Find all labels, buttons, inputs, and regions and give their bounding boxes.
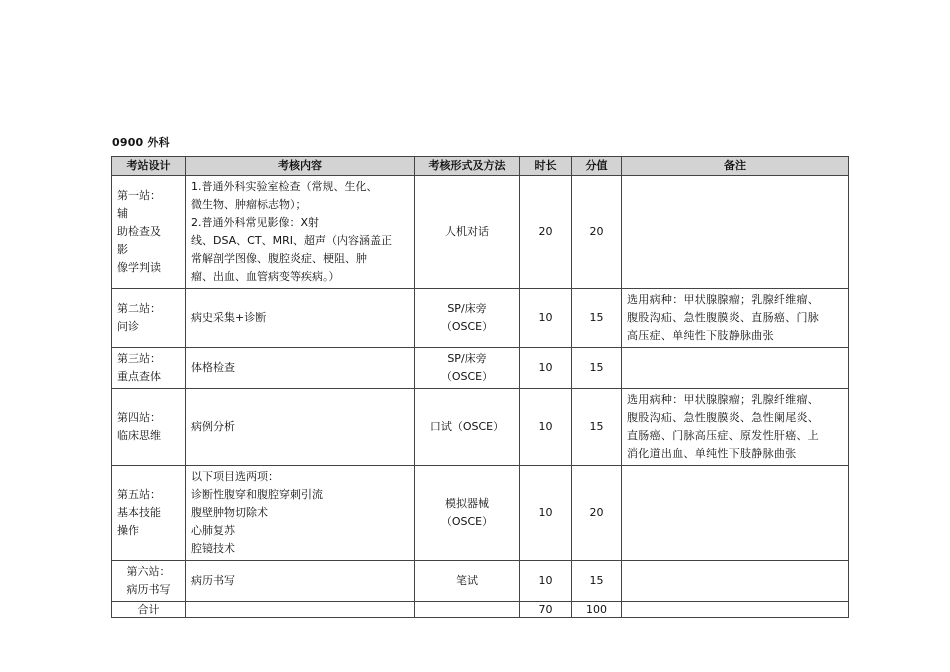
- method-cell: [415, 561, 520, 602]
- station-cell: [112, 348, 186, 389]
- station-line: 像学判读: [117, 261, 161, 274]
- duration-cell: 10: [520, 289, 572, 348]
- method-line: 笔试: [456, 574, 478, 587]
- notes-line: 直肠癌、门脉高压症、原发性肝癌、上: [627, 429, 820, 442]
- content-cell: [186, 348, 415, 389]
- station-cell: [112, 561, 186, 602]
- method-cell: [415, 389, 520, 466]
- method-cell: [415, 348, 520, 389]
- notes-cell: [622, 561, 849, 602]
- content-line: 诊断性腹穿和腹腔穿刺引流: [191, 488, 323, 501]
- method-cell: [415, 289, 520, 348]
- content-line: 病史采集+诊断: [191, 311, 267, 324]
- content-cell: [186, 389, 415, 466]
- table-row: [112, 176, 849, 289]
- notes-cell: [622, 389, 849, 466]
- duration-cell: 10: [520, 466, 572, 561]
- station-line: 操作: [117, 524, 139, 537]
- header-duration: 时长: [520, 157, 572, 176]
- total-label: 合计: [112, 602, 186, 618]
- header-score: 分值: [572, 157, 622, 176]
- station-cell: [112, 389, 186, 466]
- content-cell: [186, 466, 415, 561]
- station-line: 第四站：: [117, 411, 161, 424]
- content-line: 病历书写: [191, 574, 235, 587]
- station-line: 助检查及: [117, 225, 161, 238]
- station-line: 重点查体: [117, 370, 161, 383]
- table-row: [112, 348, 849, 389]
- station-line: 病历书写: [126, 583, 171, 596]
- score-cell: 15: [572, 348, 622, 389]
- station-line: 第六站：: [126, 565, 171, 578]
- content-line: 以下项目选两项：: [191, 470, 279, 483]
- content-cell: [186, 561, 415, 602]
- table-row: [112, 466, 849, 561]
- score-cell: 15: [572, 289, 622, 348]
- notes-line: 高压症、单纯性下肢静脉曲张: [627, 329, 774, 342]
- total-row: [112, 602, 849, 618]
- empty-cell: [186, 602, 415, 618]
- score-cell: 15: [572, 389, 622, 466]
- empty-cell: [622, 602, 849, 618]
- content-line: 1.普通外科实验室检查（常规、生化、: [191, 180, 378, 193]
- score-cell: 20: [572, 466, 622, 561]
- station-line: 辅: [117, 207, 128, 220]
- empty-cell: [415, 602, 520, 618]
- content-cell: [186, 176, 415, 289]
- station-cell: [112, 176, 186, 289]
- header-station: 考站设计: [112, 157, 186, 176]
- header-method: 考核形式及方法: [415, 157, 520, 176]
- method-line: 人机对话: [445, 225, 489, 238]
- station-line: 问诊: [117, 320, 139, 333]
- method-line: SP/床旁: [447, 302, 487, 315]
- notes-cell: [622, 289, 849, 348]
- station-line: 第一站：: [117, 189, 161, 202]
- method-line: 模拟器械: [445, 497, 489, 510]
- station-line: 影: [117, 243, 128, 256]
- header-content: 考核内容: [186, 157, 415, 176]
- total-score: 100: [572, 602, 622, 618]
- notes-cell: [622, 348, 849, 389]
- notes-line: 腹股沟疝、急性腹膜炎、急性阑尾炎、: [627, 411, 820, 424]
- content-line: 瘤、出血、血管病变等疾病。）: [191, 270, 340, 283]
- total-duration: 70: [520, 602, 572, 618]
- table-row: [112, 289, 849, 348]
- station-line: 第五站：: [117, 488, 161, 501]
- score-cell: 15: [572, 561, 622, 602]
- station-line: 基本技能: [117, 506, 161, 519]
- station-line: 第二站：: [117, 302, 161, 315]
- content-cell: [186, 289, 415, 348]
- notes-cell: [622, 176, 849, 289]
- duration-cell: 10: [520, 561, 572, 602]
- score-cell: 20: [572, 176, 622, 289]
- content-line: 2.普通外科常见影像：X射: [191, 216, 320, 229]
- content-line: 腹壁肿物切除术: [191, 506, 268, 519]
- method-line: SP/床旁: [447, 352, 487, 365]
- station-cell: [112, 289, 186, 348]
- content-line: 微生物、肿瘤标志物）；: [191, 198, 307, 211]
- notes-line: 选用病种：甲状腺腺瘤；乳腺纤维瘤、: [627, 393, 820, 406]
- table-row: [112, 389, 849, 466]
- method-line: （OSCE）: [440, 515, 494, 528]
- method-line: 口试（OSCE）: [429, 420, 505, 433]
- station-line: 临床思维: [117, 429, 161, 442]
- method-line: （OSCE）: [440, 320, 494, 333]
- notes-line: 腹股沟疝、急性腹膜炎、直肠癌、门脉: [627, 311, 820, 324]
- page-title: 0900 外科: [112, 136, 170, 149]
- notes-line: 消化道出血、单纯性下肢静脉曲张: [627, 447, 797, 460]
- duration-cell: 20: [520, 176, 572, 289]
- duration-cell: 10: [520, 348, 572, 389]
- method-line: （OSCE）: [440, 370, 494, 383]
- content-line: 病例分析: [191, 420, 235, 433]
- header-row: [112, 157, 849, 176]
- content-line: 心肺复苏: [191, 524, 235, 537]
- station-line: 第三站：: [117, 352, 161, 365]
- notes-line: 选用病种：甲状腺腺瘤；乳腺纤维瘤、: [627, 293, 820, 306]
- content-line: 体格检查: [191, 361, 235, 374]
- table-row: [112, 561, 849, 602]
- notes-cell: [622, 466, 849, 561]
- header-notes: 备注: [622, 157, 849, 176]
- method-cell: [415, 466, 520, 561]
- content-line: 腔镜技术: [191, 542, 235, 555]
- duration-cell: 10: [520, 389, 572, 466]
- station-cell: [112, 466, 186, 561]
- content-line: 常解剖学图像、腹腔炎症、梗阻、肿: [191, 252, 367, 265]
- method-cell: [415, 176, 520, 289]
- exam-table: [111, 156, 849, 618]
- content-line: 线、DSA、CT、MRI、超声（内容涵盖正: [191, 234, 392, 247]
